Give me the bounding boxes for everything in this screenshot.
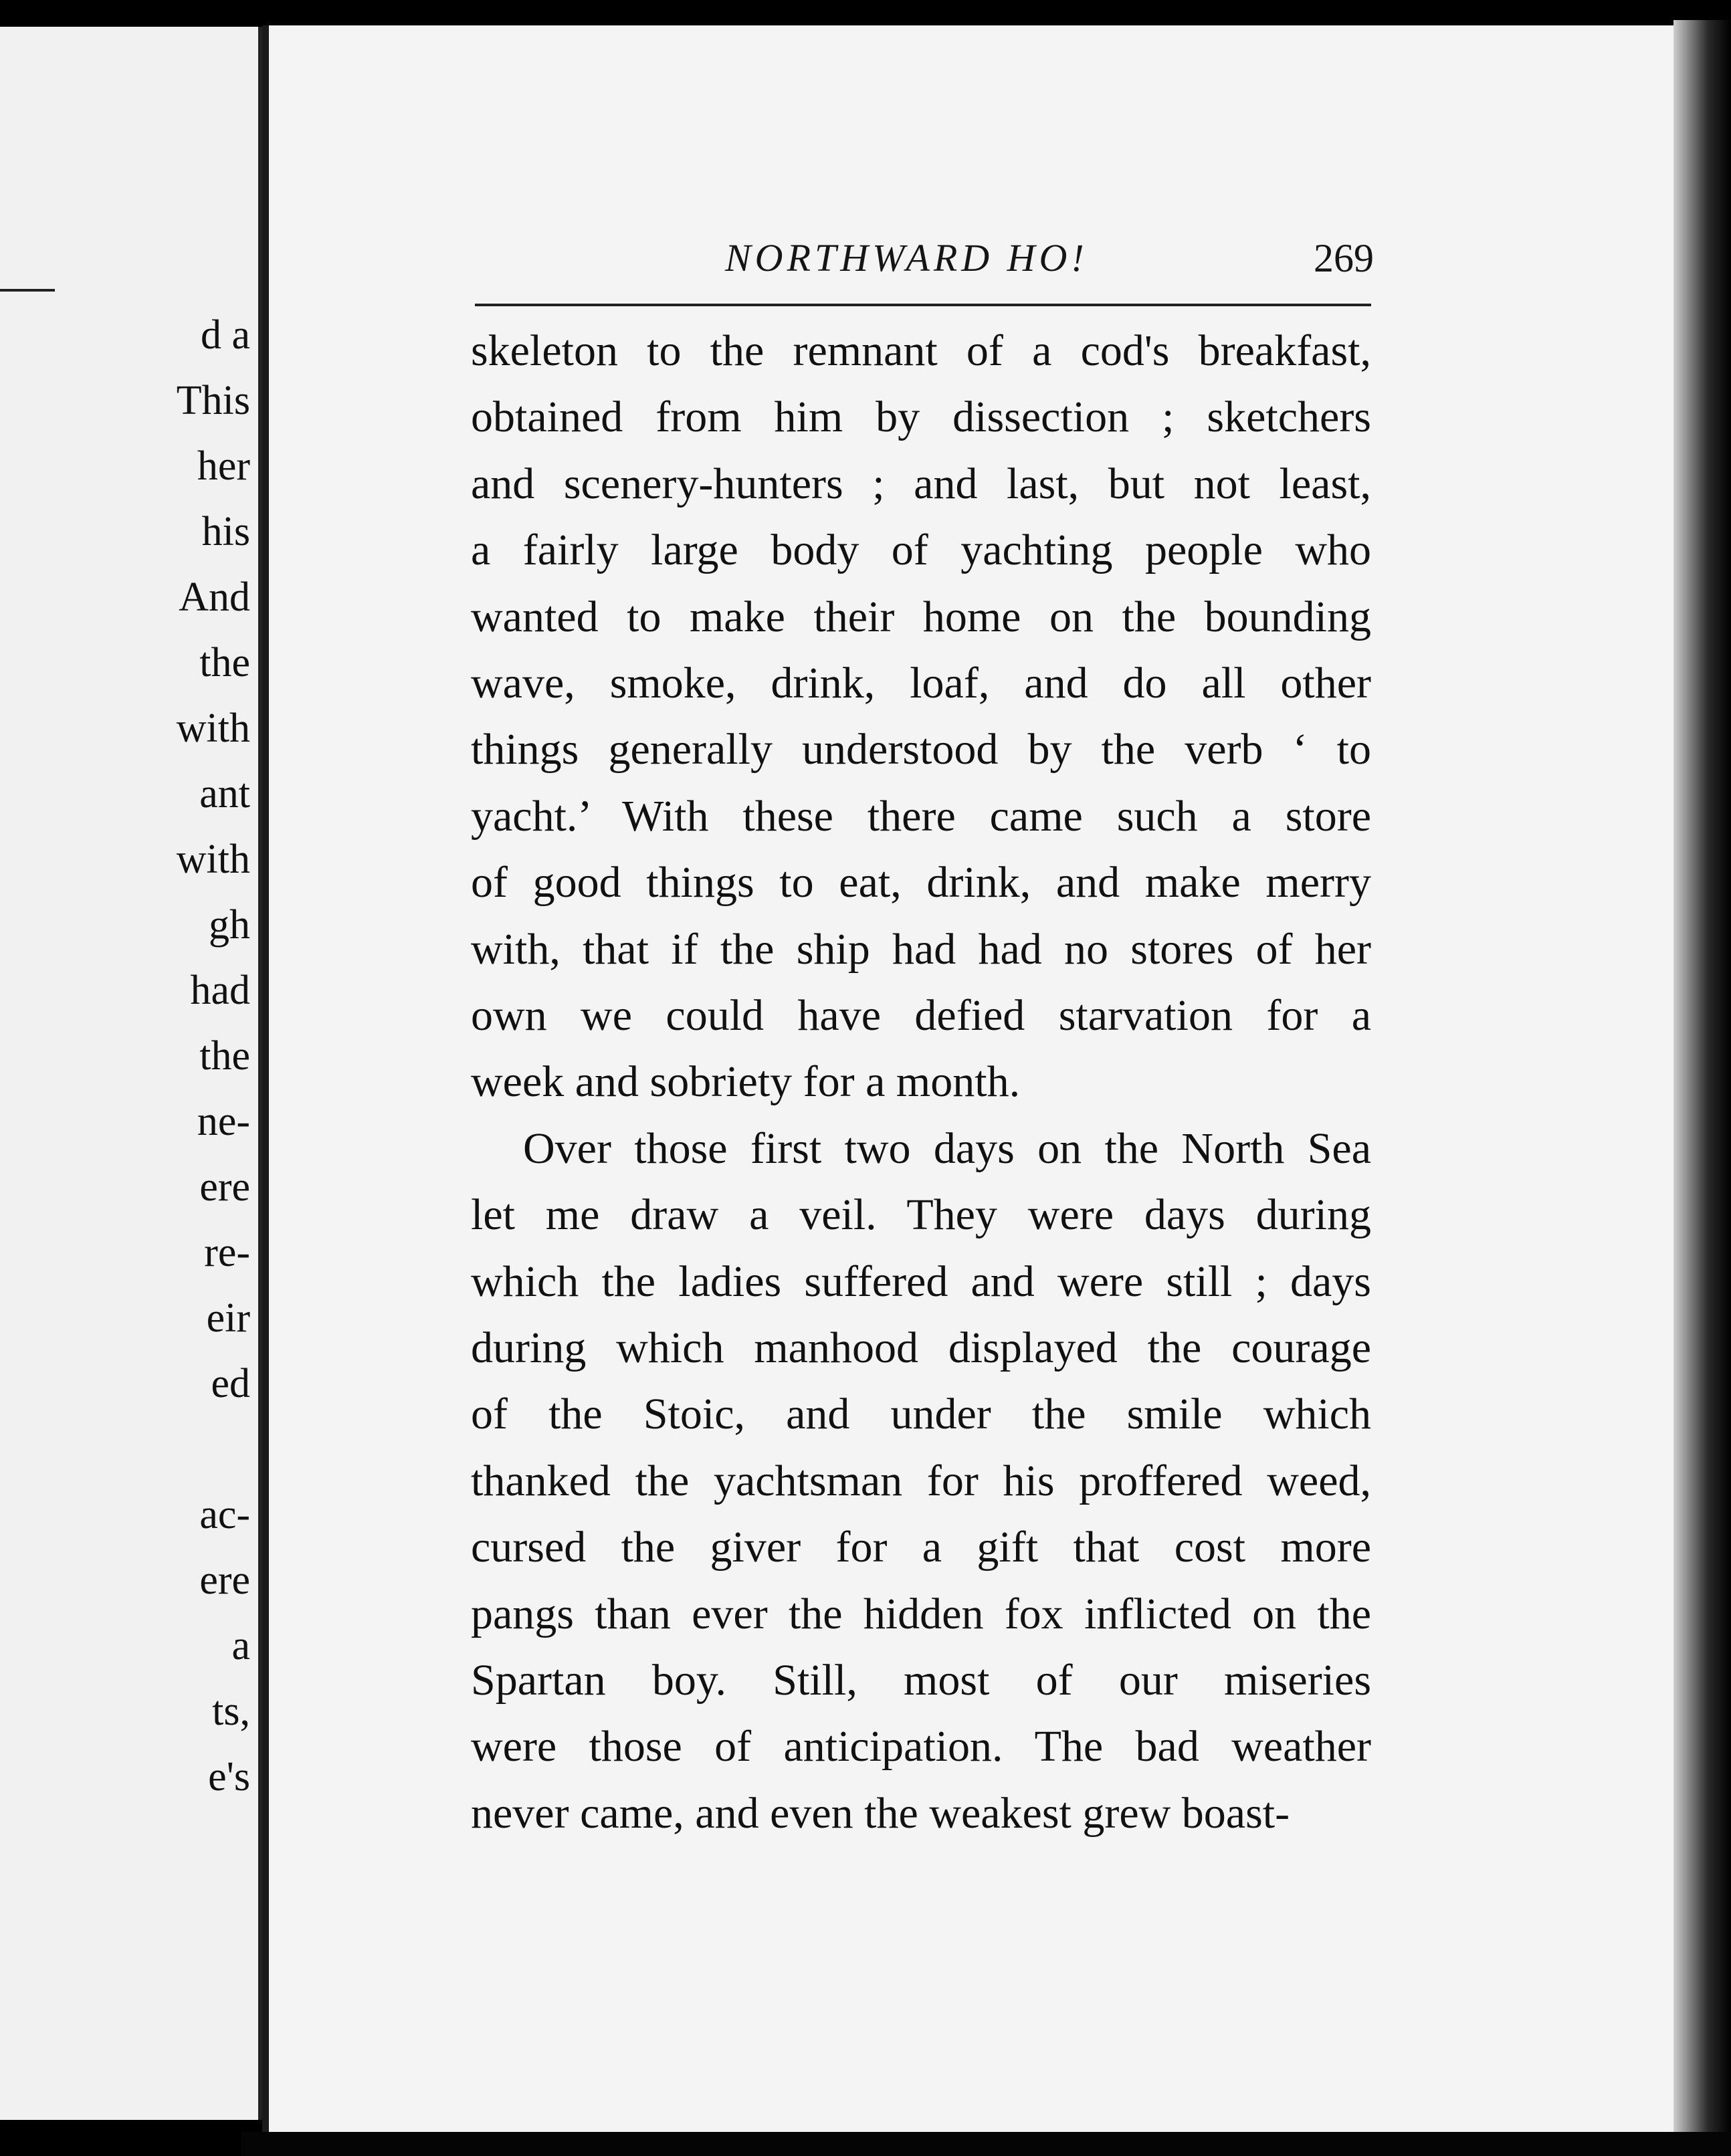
text-line: a fairly large body of yachting people who [471, 526, 1371, 574]
text-line: of good things to eat, drink, and make merry [471, 858, 1371, 907]
left-page-fragment: This [176, 378, 250, 423]
text-line: own we could have defied starvation for a [471, 991, 1371, 1040]
left-page-fragment: e's [208, 1754, 250, 1800]
left-page-fragment: had [190, 968, 250, 1013]
text-line: thanked the yachtsman for his proffered weed, [471, 1457, 1371, 1505]
text-line: during which manhood displayed the courage [471, 1323, 1371, 1372]
text-line: and scenery-hunters ; and last, but not least, [471, 459, 1371, 508]
text-line: Spartan boy. Still, most of our miseries [471, 1656, 1371, 1705]
text-line: skeleton to the remnant of a cod's breakfast, [471, 326, 1371, 375]
left-page-fragment: her [197, 443, 250, 489]
text-line: wave, smoke, drink, loaf, and do all other [471, 659, 1371, 708]
text-line: were those of anticipation. The bad weather [471, 1722, 1371, 1771]
running-head: NORTHWARD HO! [725, 236, 1088, 280]
left-page-fragment: his [201, 509, 250, 554]
left-page-fragment: ed [211, 1361, 250, 1406]
left-page [0, 27, 262, 2120]
left-page-fragment: with [176, 706, 250, 751]
left-page-fragment: a [231, 1623, 250, 1668]
text-line: never came, and even the weakest grew boast- [471, 1789, 1290, 1838]
text-line: let me draw a veil. They were days during [471, 1190, 1371, 1239]
text-line: pangs than ever the hidden fox inflicted on the [471, 1590, 1371, 1638]
text-line: things generally understood by the verb ‘ to [471, 725, 1371, 774]
left-page-rule [0, 289, 55, 292]
left-page-fragment: ant [199, 771, 250, 817]
text-line: yacht.’ With these there came such a store [471, 792, 1371, 841]
scan-bottom-edge [241, 2132, 1731, 2156]
left-page-fragment: ne- [197, 1099, 250, 1144]
left-page-fragment: gh [209, 902, 250, 948]
text-line: of the Stoic, and under the smile which [471, 1390, 1371, 1438]
header-rule [475, 304, 1371, 306]
left-page-fragment: the [199, 1033, 250, 1079]
left-page-fragment: re- [204, 1230, 250, 1275]
left-page-fragment: with [176, 837, 250, 882]
text-line: Over those first two days on the North Sea [523, 1124, 1371, 1173]
text-line: wanted to make their home on the bounding [471, 592, 1371, 641]
left-page-fragment: ere [199, 1557, 250, 1603]
left-page-fragment: the [199, 640, 250, 685]
left-page-fragment: ts, [212, 1689, 250, 1734]
text-line: which the ladies suffered and were still ; days [471, 1257, 1371, 1306]
left-page-fragment: d a [200, 312, 250, 358]
left-page-fragment: ac- [199, 1492, 250, 1537]
book-edge [1673, 20, 1731, 2140]
left-page-fragment: And [179, 574, 250, 620]
left-page-fragment: ere [199, 1164, 250, 1210]
page-number: 269 [1314, 236, 1374, 280]
text-line: with, that if the ship had had no stores of her [471, 925, 1371, 974]
text-line: cursed the giver for a gift that cost more [471, 1523, 1371, 1572]
left-page-fragment: eir [206, 1295, 250, 1341]
text-line: week and sobriety for a month. [471, 1057, 1021, 1106]
text-line: obtained from him by dissection ; sketchers [471, 393, 1371, 441]
